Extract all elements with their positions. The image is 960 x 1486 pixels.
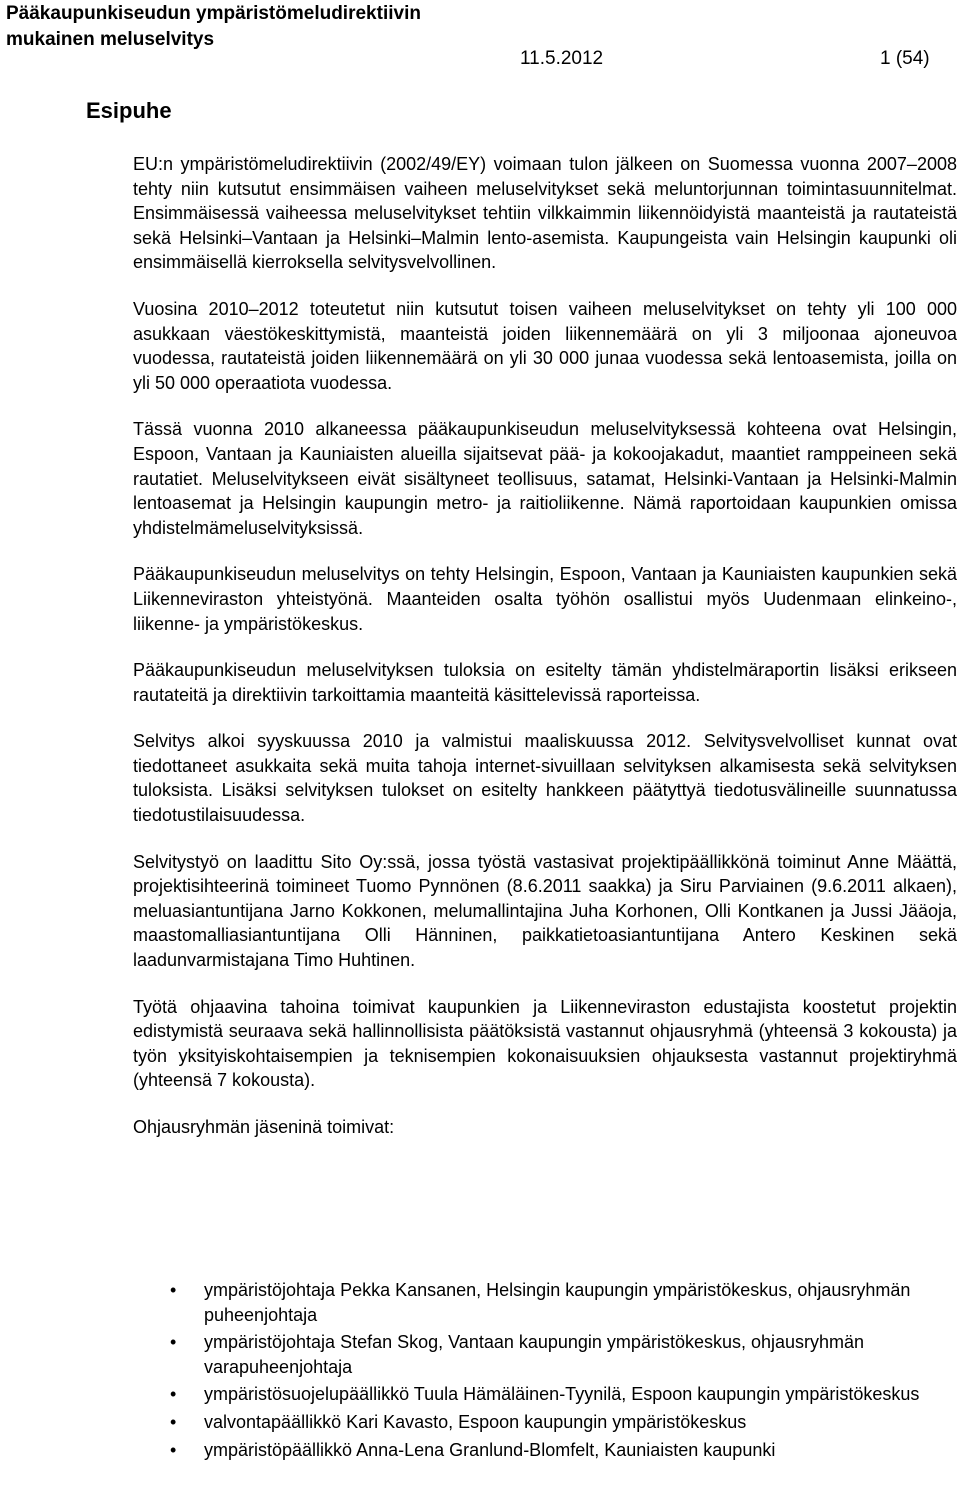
bullet-icon: • — [170, 1280, 177, 1300]
list-item — [133, 1330, 957, 1379]
list-item — [133, 1382, 957, 1407]
bullet-icon: • — [170, 1384, 177, 1405]
paragraph-intro: EU:n ympäristömeludirektiivin (2002/49/EY) voimaan tulon jälkeen on Suomessa vuonna 2007–2008 tehty niin kutsutut ensimmäisen vaiheen meluselvitykset sekä meluntorjunnan toimintasuunnitelmat. Ensimmäisessä vaiheessa meluselvitykset tehtiin vilkkaimmin liikennöidyistä maanteistä ja rautateistä sekä Helsinki–Vantaan ja Helsinki–Malmin lento-asemista. Kaupungeista vain Helsingin kaupunki oli ensimmäisellä kierroksella selvitysvelvollinen. — [133, 154, 957, 273]
paragraph-scope: Tässä vuonna 2010 alkaneessa pääkaupunkiseudun meluselvityksessä kohteena ovat Helsingin, Espoon, Vantaan ja Kauniaisten alueilla sijaitsevat pää- ja kokoojakadut, maantiet ramppeineen sekä rautatiet. Meluselvitykseen eivät sisältyneet teollisuus, satamat, Helsinki-Vantaan ja Helsinki-Malmin lentoasemat ja Helsingin kaupungin metro- ja raitioliikenne. Nämä raportoidaan kaupunkien omissa yhdistelmämeluselvityksissä. — [133, 419, 957, 538]
page-number: 1 (54) — [880, 48, 930, 69]
paragraph-second-phase: Vuosina 2010–2012 toteutetut niin kutsutut toisen vaiheen meluselvitykset on tehty yli 100 000 asukkaan väestökeskittymistä, maanteistä joiden liikennemäärä on yli 3 miljoonaa ajoneuvoa vuodessa, rautateistä joiden liikennemäärä on yli 30 000 junaa vuodessa sekä lentoasemista, joilla on yli 50 000 operaatiota vuodessa. — [133, 298, 957, 393]
member-text: ympäristösuojelupäällikkö Tuula Hämäläinen-Tyynilä, Espoon kaupungin ympäristökeskus — [204, 1384, 920, 1405]
member-text: valvontapäällikkö Kari Kavasto, Espoon kaupungin ympäristökeskus — [204, 1411, 747, 1432]
document-title-line-1: Pääkaupunkiseudun ympäristömeludirektiivin — [6, 3, 421, 24]
document-title-line-2: mukainen meluselvitys — [6, 29, 215, 50]
paragraph-members-intro: Ohjausryhmän jäseninä toimivat: — [133, 1117, 395, 1137]
member-text: ympäristöjohtaja Stefan Skog, Vantaan kaupungin ympäristökeskus, ohjausryhmän varapuheenjohtaja — [204, 1332, 865, 1377]
list-item — [133, 1438, 957, 1463]
paragraph-reports: Pääkaupunkiseudun meluselvityksen tuloksia on esitelty tämän yhdistelmäraportin lisäksi erikseen rautateitä ja direktiivin tarkoittamia maanteitä käsittelevissä raporteissa. — [133, 660, 957, 705]
section-title: Esipuhe — [86, 98, 172, 123]
steering-group-members-list — [133, 1278, 957, 1465]
member-text: ympäristöjohtaja Pekka Kansanen, Helsingin kaupungin ympäristökeskus, ohjausryhmän puheenjohtaja — [204, 1280, 911, 1325]
member-text: ympäristöpäällikkö Anna-Lena Granlund-Blomfelt, Kauniaisten kaupunki — [204, 1439, 776, 1460]
paragraph-schedule: Selvitys alkoi syyskuussa 2010 ja valmistui maaliskuussa 2012. Selvitysvelvolliset kunnat ovat tiedottaneet asukkaita sekä muita tahoja internet-sivuillaan selvityksen alkamisesta sekä selvityksen tuloksista. Lisäksi selvityksen tulokset on esitelty hankkeen päätyttyä tiedotusvälineille suunnatussa tiedotustilaisuudessa. — [133, 731, 957, 826]
paragraph-authors: Selvitystyö on laadittu Sito Oy:ssä, jossa työstä vastasivat projektipäällikkönä toiminut Anne Määttä, projektisihteerinä toimineet Tuomo Pynnönen (8.6.2011 saakka) ja Siru Parviainen (9.6.2011 alkaen), meluasiantuntijana Jarno Kokkonen, melumallintajina Juha Korhonen, Olli Kontkanen ja Jussi Jääoja, maastomalliasiantuntijana Olli Hänninen, paikkatietoasiantuntijana Antero Keskinen sekä laadunvarmistajana Timo Huhtinen. — [133, 851, 957, 971]
body-text — [133, 152, 957, 1162]
document-header — [6, 0, 946, 52]
list-item — [133, 1410, 957, 1435]
bullet-icon: • — [170, 1332, 177, 1353]
bullet-icon: • — [170, 1411, 177, 1432]
paragraph-steering: Työtä ohjaavina tahoina toimivat kaupunkien ja Liikenneviraston edustajista koostetut projektin edistymistä seuraava sekä hallinnollisista päätöksistä vastannut ohjausryhmä (yhteensä 3 kokousta) ja työn yksityiskohtaisempien ja teknisempien kokonaisuuksien ohjauksesta vastannut projektiryhmä (yhteensä 7 kokousta). — [133, 996, 957, 1091]
bullet-icon: • — [170, 1439, 177, 1460]
paragraph-cooperation: Pääkaupunkiseudun meluselvitys on tehty Helsingin, Espoon, Vantaan ja Kauniaisten kaupunkien sekä Liikenneviraston yhteistyönä. Maanteiden osalta työhön osallistui myös Uudenmaan elinkeino-, liikenne- ja ympäristökeskus. — [133, 564, 957, 634]
document-date: 11.5.2012 — [520, 48, 604, 69]
list-item — [133, 1278, 957, 1327]
